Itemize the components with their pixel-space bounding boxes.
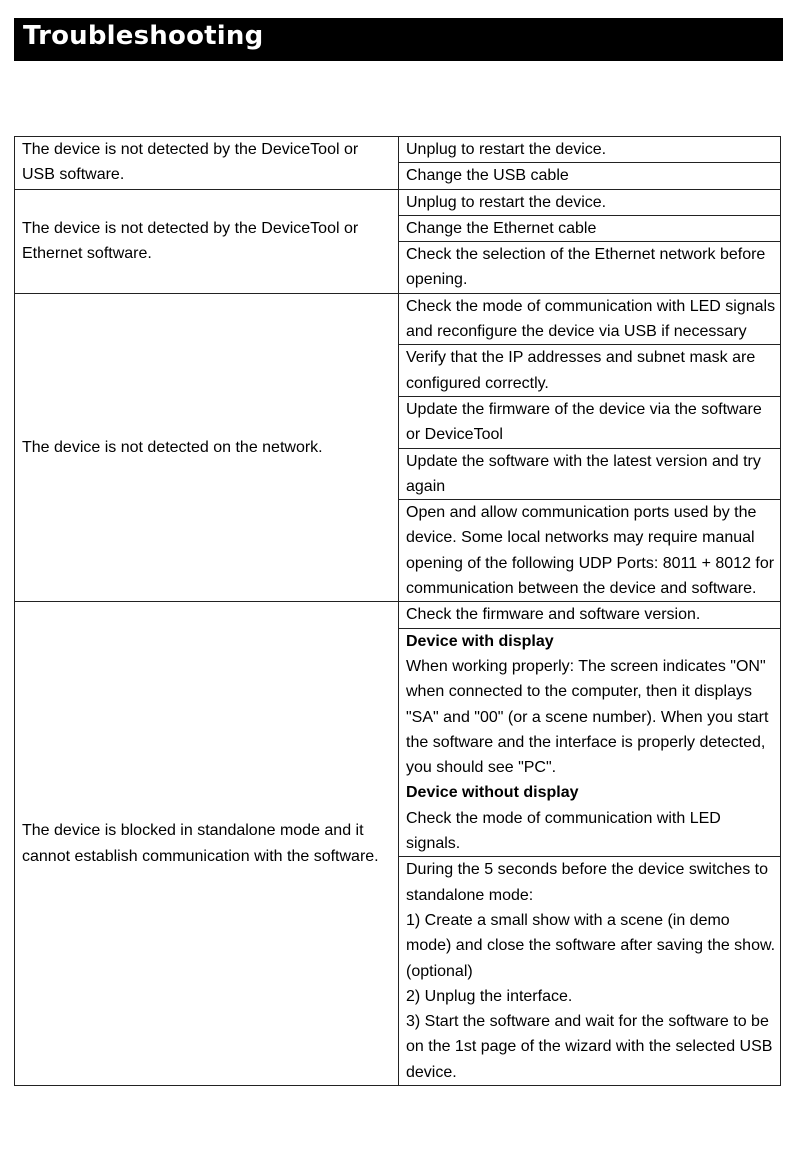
solution-cell: Check the firmware and software version. (399, 602, 781, 628)
table-row (15, 189, 781, 215)
table-row (15, 602, 781, 628)
standalone-step: 3) Start the software and wait for the software to be on the 1st page of the wizard with the selected USB device. (406, 1013, 773, 1081)
standalone-solution-cell (399, 857, 781, 1086)
solution-cell: Open and allow communication ports used by the device. Some local networks may require manual opening of the following UDP Ports: 8011 + 8012 for communication between the device and software. (399, 500, 781, 602)
standalone-step: 2) Unplug the interface. (406, 987, 573, 1005)
standalone-intro: During the 5 seconds before the device switches to standalone mode: (406, 861, 768, 904)
section-header (14, 18, 783, 61)
solution-cell: Update the software with the latest version and try again (399, 448, 781, 500)
device-without-display-heading: Device without display (406, 784, 579, 802)
problem-cell: The device is not detected on the network. (15, 293, 399, 602)
table-row (15, 293, 781, 345)
device-with-display-heading: Device with display (406, 632, 554, 650)
device-without-display-text: Check the mode of communication with LED signals. (406, 809, 721, 853)
problem-cell: The device is not detected by the DeviceTool or Ethernet software. (15, 189, 399, 293)
device-with-display-text: When working properly: The screen indicates "ON" when connected to the computer, then it displays "SA" and "00" (or a scene number). When you start the software and the interface is properly detected, you should see "PC". (406, 657, 769, 777)
solution-cell: Unplug to restart the device. (399, 137, 781, 163)
display-solution-cell (399, 628, 781, 857)
solution-cell: Update the firmware of the device via the software or DeviceTool (399, 396, 781, 448)
solution-cell: Change the Ethernet cable (399, 215, 781, 241)
problem-cell: The device is not detected by the DeviceTool or USB software. (15, 137, 399, 190)
standalone-step: 1) Create a small show with a scene (in demo mode) and close the software after saving the show.(optional) (406, 911, 776, 980)
solution-cell: Unplug to restart the device. (399, 189, 781, 215)
solution-cell: Check the mode of communication with LED signals and reconfigure the device via USB if necessary (399, 293, 781, 345)
solution-cell: Check the selection of the Ethernet network before opening. (399, 242, 781, 294)
solution-cell: Change the USB cable (399, 163, 781, 189)
page-title: Troubleshooting (23, 21, 264, 51)
problem-cell: The device is blocked in standalone mode and it cannot establish communication with the software. (15, 602, 399, 1086)
troubleshooting-table (14, 136, 781, 1086)
solution-cell: Verify that the IP addresses and subnet mask are configured correctly. (399, 345, 781, 397)
table-row (15, 137, 781, 163)
